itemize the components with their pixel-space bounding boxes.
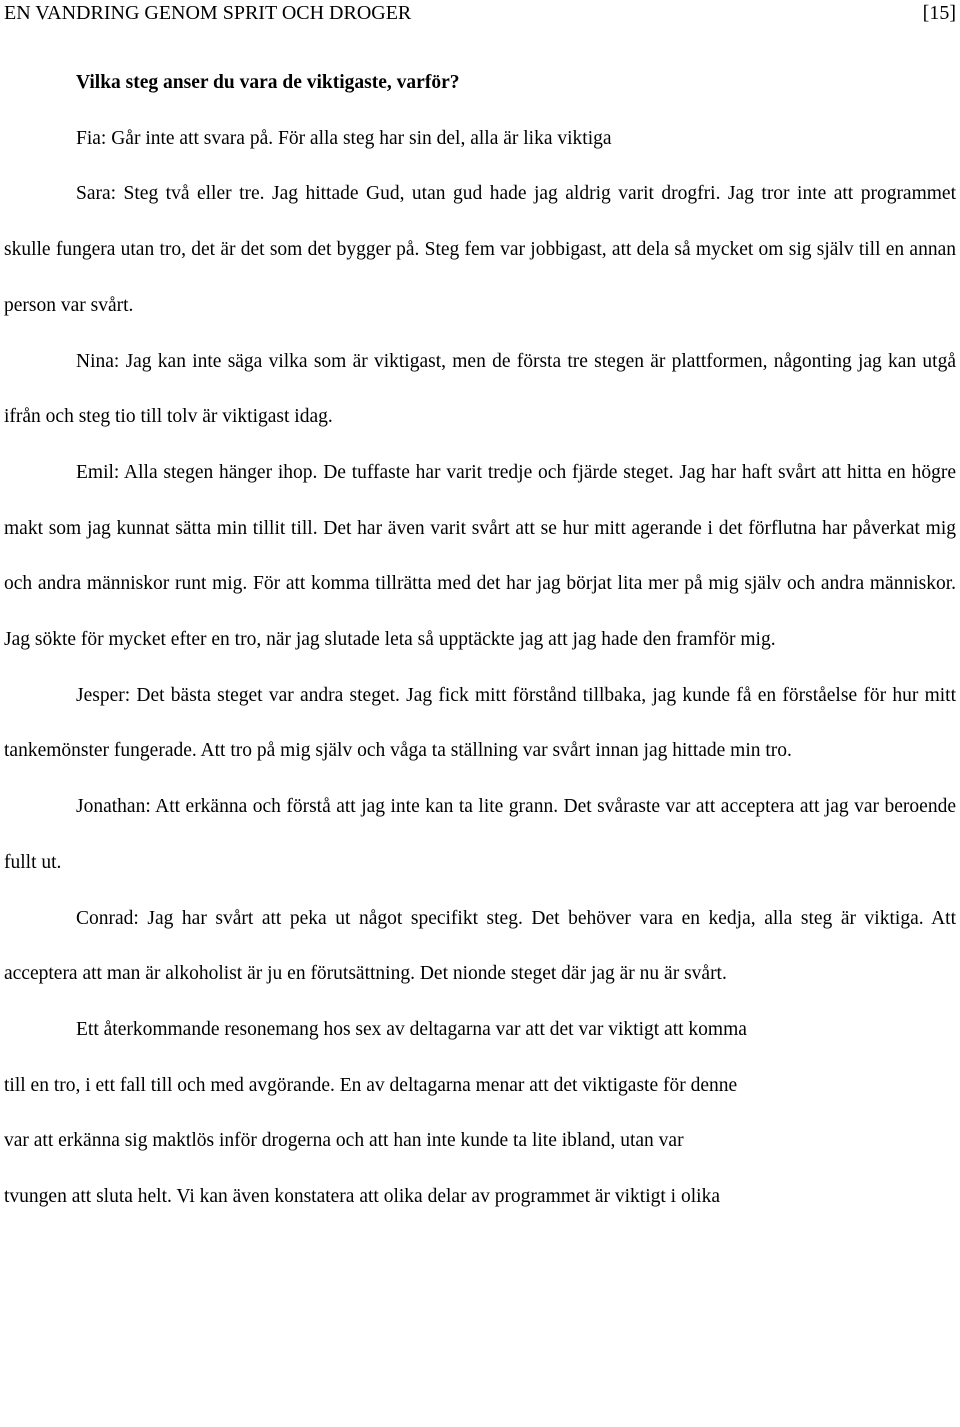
summary-line: till en tro, i ett fall till och med avgörande. En av deltagarna menar att det viktigaste för denne — [4, 1074, 738, 1096]
answer-fia: Fia: Går inte att svara på. För alla steg har sin del, alla är lika viktiga — [76, 127, 612, 149]
answer-conrad: Conrad: Jag har svårt att peka ut något specifikt steg. Det behöver vara en kedja, alla steg är viktiga. Att acceptera att man är alkoholist är ju en förutsättning. Det nionde steget där jag är nu är svårt. — [4, 907, 956, 985]
running-header — [4, 0, 956, 26]
answer-emil: Emil: Alla stegen hänger ihop. De tuffaste har varit tredje och fjärde steget. Jag har haft svårt att hitta en högre makt som jag kunnat sätta min tillit till. Det har även varit svårt att se hur mitt agerande i det förflutna har påverkat mig och andra människor runt mig. För att komma tillrätta med det har jag börjat lita mer på mig själv och andra människor. Jag sökte för mycket efter en tro, när jag slutade leta så upptäckte jag att jag hade den framför mig. — [4, 461, 956, 651]
body-text — [4, 55, 956, 1225]
answer-jesper: Jesper: Det bästa steget var andra steget. Jag fick mitt förstånd tillbaka, jag kunde få en förståelse för hur mitt tankemönster fungerade. Att tro på mig själv och våga ta ställning var svårt innan jag hittade min tro. — [4, 684, 956, 762]
summary-line: Ett återkommande resonemang hos sex av deltagarna var att det var viktigt att komma — [76, 1018, 747, 1040]
summary-paragraph — [4, 1002, 956, 1225]
document-title: EN VANDRING GENOM SPRIT OCH DROGER — [4, 2, 412, 24]
answer-nina: Nina: Jag kan inte säga vilka som är viktigast, men de första tre stegen är plattformen, någonting jag kan utgå ifrån och steg tio till tolv är viktigast idag. — [4, 350, 956, 428]
summary-line: var att erkänna sig maktlös inför drogerna och att han inte kunde ta lite ibland, utan var — [4, 1130, 684, 1152]
answer-sara: Sara: Steg två eller tre. Jag hittade Gud, utan gud hade jag aldrig varit drogfri. Jag tror inte att programmet skulle fungera utan tro, det är det som det bygger på. Steg fem var jobbigast, att dela så mycket om sig själv till en annan person var svårt. — [4, 183, 956, 316]
interview-question: Vilka steg anser du vara de viktigaste, varför? — [76, 72, 460, 93]
answer-jonathan: Jonathan: Att erkänna och förstå att jag inte kan ta lite grann. Det svåraste var att acceptera att jag var beroende fullt ut. — [4, 796, 956, 873]
summary-line: tvungen att sluta helt. Vi kan även konstatera att olika delar av programmet är viktigt i olika — [4, 1186, 720, 1208]
page-number: [15] — [922, 2, 956, 24]
